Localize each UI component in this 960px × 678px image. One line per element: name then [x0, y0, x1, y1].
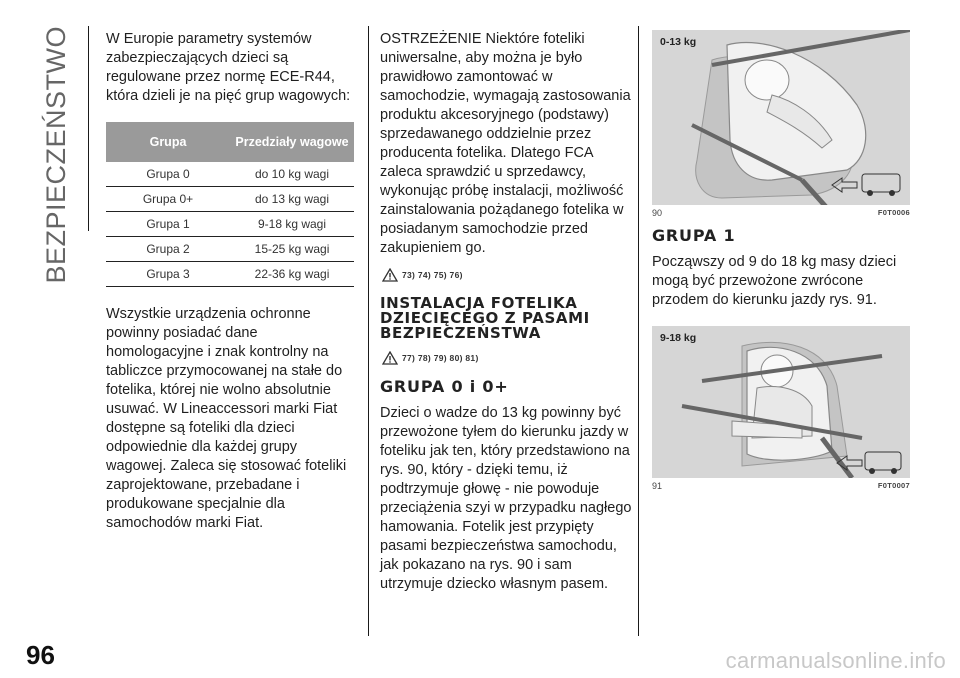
forward-facing-seat-illustration — [652, 326, 910, 478]
section-divider — [88, 26, 89, 231]
installation-heading: INSTALACJA FOTELIKA DZIECIĘCEGO Z PASAMI BEZPIECZEŃSTWA — [380, 294, 590, 342]
table-row — [106, 212, 354, 237]
right-column — [652, 30, 912, 491]
cell-group: Grupa 3 — [146, 267, 190, 281]
figure-90-caption — [652, 208, 910, 218]
section-title: BEZPIECZEŃSTWO — [40, 26, 71, 284]
header-weight: Przedziały wagowe — [235, 135, 349, 149]
table-row — [106, 262, 354, 287]
table-row — [106, 237, 354, 262]
cell-weight: 9-18 kg wagi — [257, 217, 327, 231]
figure-code: F0T0006 — [877, 208, 910, 217]
left-column — [106, 30, 358, 533]
figure-90-label: 0-13 kg — [660, 36, 697, 48]
warning-refs-2: 77) 78) 79) 80) 81) — [382, 351, 632, 365]
header-group: Grupa — [149, 135, 187, 149]
column-divider-2 — [638, 26, 639, 636]
cell-group: Grupa 0 — [146, 167, 190, 181]
column-divider-1 — [368, 26, 369, 636]
group-1-paragraph: Począwszy od 9 do 18 kg masy dzieci mogą być przewożone zwrócone przodem do kierunku jazdy rys. 91. — [652, 254, 897, 308]
figure-91-caption — [652, 481, 910, 491]
table-header — [106, 122, 354, 162]
figure-90 — [652, 30, 910, 205]
group-1-heading: GRUPA 1 — [652, 226, 736, 245]
cell-weight: 15-25 kg wagi — [254, 242, 330, 256]
warning-paragraph: OSTRZEŻENIE Niektóre foteliki uniwersalne, aby można je było prawidłowo zamontować w samochodzie, wymagają zastosowania produktu akcesoryjnego (podstawy) sprzedawanego oddzielnie przez producenta fotelika. Dlatego FCA zaleca sprawdzić u sprzedawcy, wykonując próbę instalacji, możliwość zainstalowania pożądanego fotelika w posiadanym samochodzie przed zakupieniem go. — [380, 31, 631, 256]
warning-icon — [382, 268, 398, 282]
homologation-paragraph: Wszystkie urządzenia ochronne powinny posiadać dane homologacyjne i znak kontrolny na tabliczce przymocowanej na stałe do fotelika, której nie wolno absolutnie usuwać. W Lineaccessori marki Fiat dostępne są foteliki dla dzieci odpowiednie dla każdej grupy wagowej. Zaleca się stosować foteliki zaprojektowane, przebadane i produkowane specjalnie dla samochodów marki Fiat. — [106, 306, 347, 531]
figure-number: 90 — [652, 208, 663, 218]
cell-group: Grupa 0+ — [142, 192, 194, 206]
figure-91-label: 9-18 kg — [660, 332, 697, 344]
cell-weight: 22-36 kg wagi — [254, 267, 330, 281]
intro-paragraph: W Europie parametry systemów zabezpieczających dzieci są regulowane przez normę ECE-R44, która dzieli je na pięć grup wagowych: — [106, 31, 351, 104]
warning-icon — [382, 351, 398, 365]
weight-groups-table — [106, 122, 354, 287]
group-0-paragraph: Dzieci o wadze do 13 kg powinny być przewożone tyłem do kierunku jazdy w foteliku jak ten, który przedstawiono na rys. 90, który - dzięki temu, iż podtrzymuje głowę - nie powoduje przeciążenia szyi w przypadku nagłego hamowania. Fotelik jest przypięty pasami bezpieczeństwa samochodu, jak pokazano na rys. 90 i sam utrzymuje dziecko własnym pasem. — [380, 405, 632, 592]
table-row — [106, 162, 354, 187]
cell-weight: do 10 kg wagi — [254, 167, 330, 181]
figure-number: 91 — [652, 481, 663, 491]
middle-column — [380, 30, 632, 594]
table-row — [106, 187, 354, 212]
warning-refs-1: 73) 74) 75) 76) — [382, 268, 632, 282]
cell-group: Grupa 1 — [146, 217, 190, 231]
cell-weight: do 13 kg wagi — [254, 192, 330, 206]
watermark: carmanualsonline.info — [725, 648, 946, 673]
group-0-heading: GRUPA 0 i 0+ — [380, 377, 509, 396]
rear-facing-seat-illustration — [652, 30, 910, 205]
figure-code: F0T0007 — [877, 481, 910, 490]
page-number: 96 — [26, 640, 55, 670]
cell-group: Grupa 2 — [146, 242, 190, 256]
figure-91 — [652, 326, 910, 478]
